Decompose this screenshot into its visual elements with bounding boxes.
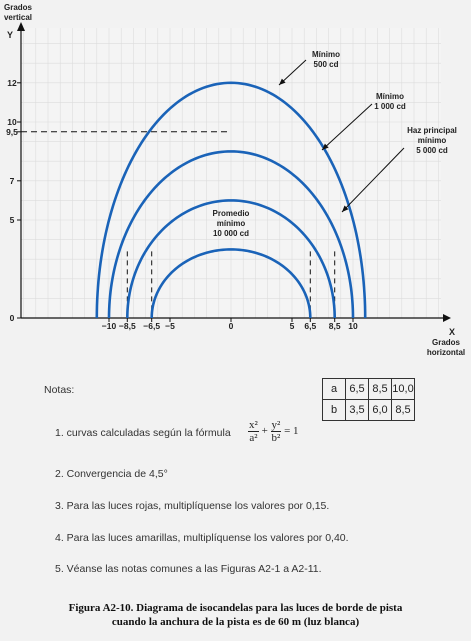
x-axis-title: Grados bbox=[431, 338, 461, 347]
curve-label: 10 000 cd bbox=[212, 229, 250, 239]
x-tick-label: −10 bbox=[101, 321, 117, 331]
y-numerator: y² bbox=[271, 419, 281, 431]
x-tick-label: −6,5 bbox=[143, 321, 161, 331]
y-axis-title: Grados bbox=[3, 3, 33, 12]
table-cell: 8,5 bbox=[369, 379, 392, 400]
curve-label: 1 000 cd bbox=[374, 102, 406, 111]
note-3: 3. Para las luces rojas, multiplíquense los valores por 0,15. bbox=[55, 500, 330, 512]
table-row bbox=[323, 400, 415, 421]
plus-sign: + bbox=[261, 425, 268, 438]
table-cell: 8,5 bbox=[392, 400, 415, 421]
table-cell: 3,5 bbox=[346, 400, 369, 421]
figure-caption-line-1: Figura A2-10. Diagrama de isocandelas para las luces de borde de pista bbox=[68, 602, 403, 614]
curve-label: mínimo bbox=[216, 219, 246, 229]
y-tick-label: 10 bbox=[7, 117, 17, 127]
x-tick-label: 10 bbox=[348, 321, 358, 331]
y-tick-label: 5 bbox=[9, 215, 15, 225]
y-fraction bbox=[271, 419, 282, 444]
x-numerator: x² bbox=[249, 419, 258, 431]
x-tick-label: −5 bbox=[165, 321, 175, 331]
curve-label: Haz principal bbox=[407, 126, 457, 135]
table-cell: 10,0 bbox=[392, 379, 415, 400]
y-tick-label: 0 bbox=[9, 313, 15, 323]
y-axis-title: vertical bbox=[3, 13, 33, 22]
curve-label: 5 000 cd bbox=[416, 146, 448, 155]
y-denominator: b² bbox=[271, 432, 281, 444]
formula-rhs: = 1 bbox=[284, 425, 299, 438]
y-tick-label: 12 bbox=[7, 77, 17, 88]
x-denominator: a² bbox=[249, 432, 258, 444]
note-1: 1. curvas calculadas según la fórmula bbox=[55, 427, 231, 439]
table-cell: 6,0 bbox=[369, 400, 392, 421]
curve-label: Mínimo bbox=[312, 50, 340, 59]
x-fraction bbox=[248, 419, 259, 444]
table-cell: 6,5 bbox=[346, 379, 369, 400]
curve-label: mínimo bbox=[417, 136, 447, 145]
x-tick-label: 6,5 bbox=[304, 321, 317, 331]
note-2: 2. Convergencia de 4,5° bbox=[55, 468, 168, 480]
parameter-table bbox=[322, 378, 415, 421]
table-row-label: b bbox=[323, 400, 346, 421]
y-axis-arrow bbox=[17, 22, 25, 31]
ellipse-formula bbox=[248, 419, 299, 444]
y-axis-letter: Y bbox=[6, 30, 14, 40]
y-tick-label: 7 bbox=[9, 175, 15, 186]
x-tick-label: −8,5 bbox=[118, 321, 136, 331]
note-5: 5. Véanse las notas comunes a las Figuras A2-1 a A2-11. bbox=[55, 563, 322, 575]
x-axis-letter: X bbox=[448, 327, 456, 337]
curve-label: Mínimo bbox=[376, 92, 404, 101]
y-tick-label: 9,5 bbox=[6, 126, 18, 137]
notes-heading: Notas: bbox=[44, 384, 75, 396]
curve-label: 500 cd bbox=[313, 60, 339, 69]
x-axis-arrow bbox=[443, 314, 451, 322]
curve-label: Promedio bbox=[212, 209, 250, 219]
table-row bbox=[323, 379, 415, 400]
x-tick-label: 8,5 bbox=[328, 321, 341, 331]
table-row-label: a bbox=[323, 379, 346, 400]
figure-caption-line-2: cuando la anchura de la pista es de 60 m (luz blanca) bbox=[111, 616, 360, 628]
x-tick-label: 5 bbox=[289, 321, 295, 331]
note-4: 4. Para las luces amarillas, multiplíquense los valores por 0,40. bbox=[55, 532, 349, 544]
x-axis-title: horizontal bbox=[426, 348, 466, 357]
x-tick-label: 0 bbox=[228, 321, 234, 331]
